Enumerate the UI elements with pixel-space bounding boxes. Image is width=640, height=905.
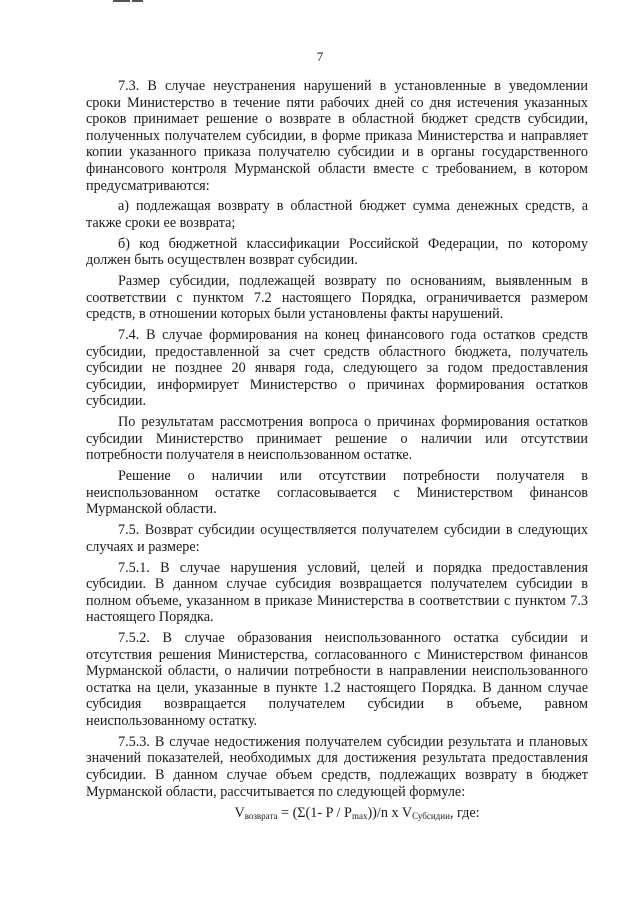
paragraph-7-3: 7.3. В случае неустранения нарушений в установленные в уведомлении сроки Министерство в течение пяти рабочих дней со дня истечения указанных сроков принимает решение о возврате в областной бюджет средств субсидии, полученных получателем субсидии, в форме приказа Министерства и направляет копии указанного приказа получателю субсидии и в органы государственного финансового контроля Мурманской области вместе с требованием, в котором предусматриваются: <box>86 78 588 194</box>
top-edge-mark <box>113 0 143 5</box>
document-body <box>86 78 588 825</box>
page-number: 7 <box>316 49 324 64</box>
formula-pmax-subscript: max <box>351 811 368 822</box>
paragraph-decision-agreement: Решение о наличии или отсутствии потребности получателя в неиспользованном остатке согласовывается с Министерством финансов Мурманской области. <box>86 468 588 518</box>
formula-expression-tail: ))/n x V <box>367 805 413 822</box>
paragraph-review-results: По результатам рассмотрения вопроса о причинах формирования остатков субсидии Министерство принимает решение о наличии или отсутствии потребности получателя в неиспользованном остатке. <box>86 414 588 464</box>
paragraph-7-4: 7.4. В случае формирования на конец финансового года остатков средств субсидии, предоставленной за счет средств областного бюджета, получатель субсидии не позднее 20 января года, следующего за годом предоставления субсидии, информирует Министерство о причинах формирования остатков субсидии. <box>86 327 588 410</box>
formula-vsub-subscript: Субсидии <box>412 811 450 822</box>
formula-expression-middle: = (Σ(1- P / P <box>277 805 352 822</box>
paragraph-7-5-3: 7.5.3. В случае недостижения получателем субсидии результата и плановых значений показателей, необходимых для достижения результата предоставления субсидии. В данном случае объем средств, подлежащих возврату в бюджет Мурманской области, рассчитывается по следующей формуле: <box>86 733 588 800</box>
paragraph-refund-size: Размер субсидии, подлежащей возврату по основаниям, выявленным в соответствии с пунктом 7.2 настоящего Порядка, ограничивается размером средств, в отношении которых были установлены факты нарушений. <box>86 273 588 323</box>
paragraph-7-5-1: 7.5.1. В случае нарушения условий, целей и порядка предоставления субсидии. В данном случае субсидия возвращается получателем субсидии в полном объеме, указанном в приказе Министерства в соответствии с пунктом 7.3 настоящего Порядка. <box>86 559 588 626</box>
formula-v-symbol: V <box>234 805 245 822</box>
formula-suffix: , где: <box>449 805 480 822</box>
paragraph-item-a: а) подлежащая возврату в областной бюджет сумма денежных средств, а также сроки ее возврата; <box>86 198 588 231</box>
paragraph-7-5-2: 7.5.2. В случае образования неиспользованного остатка субсидии и отсутствия решения Министерства, согласованного с Министерством финансов Мурманской области, о наличии потребности в направлении неиспользованного остатка на цели, указанные в пункте 1.2 настоящего Порядка. В данном случае субсидия возвращается получателем субсидии в объеме, равном неиспользованному остатку. <box>86 630 588 730</box>
paragraph-item-b: б) код бюджетной классификации Российской Федерации, по которому должен быть осуществлен возврат субсидии. <box>86 235 588 269</box>
paragraph-7-5: 7.5. Возврат субсидии осуществляется получателем субсидии в следующих случаях и размере: <box>86 522 588 555</box>
refund-formula <box>86 804 588 825</box>
formula-v-subscript: возврата <box>244 811 278 822</box>
